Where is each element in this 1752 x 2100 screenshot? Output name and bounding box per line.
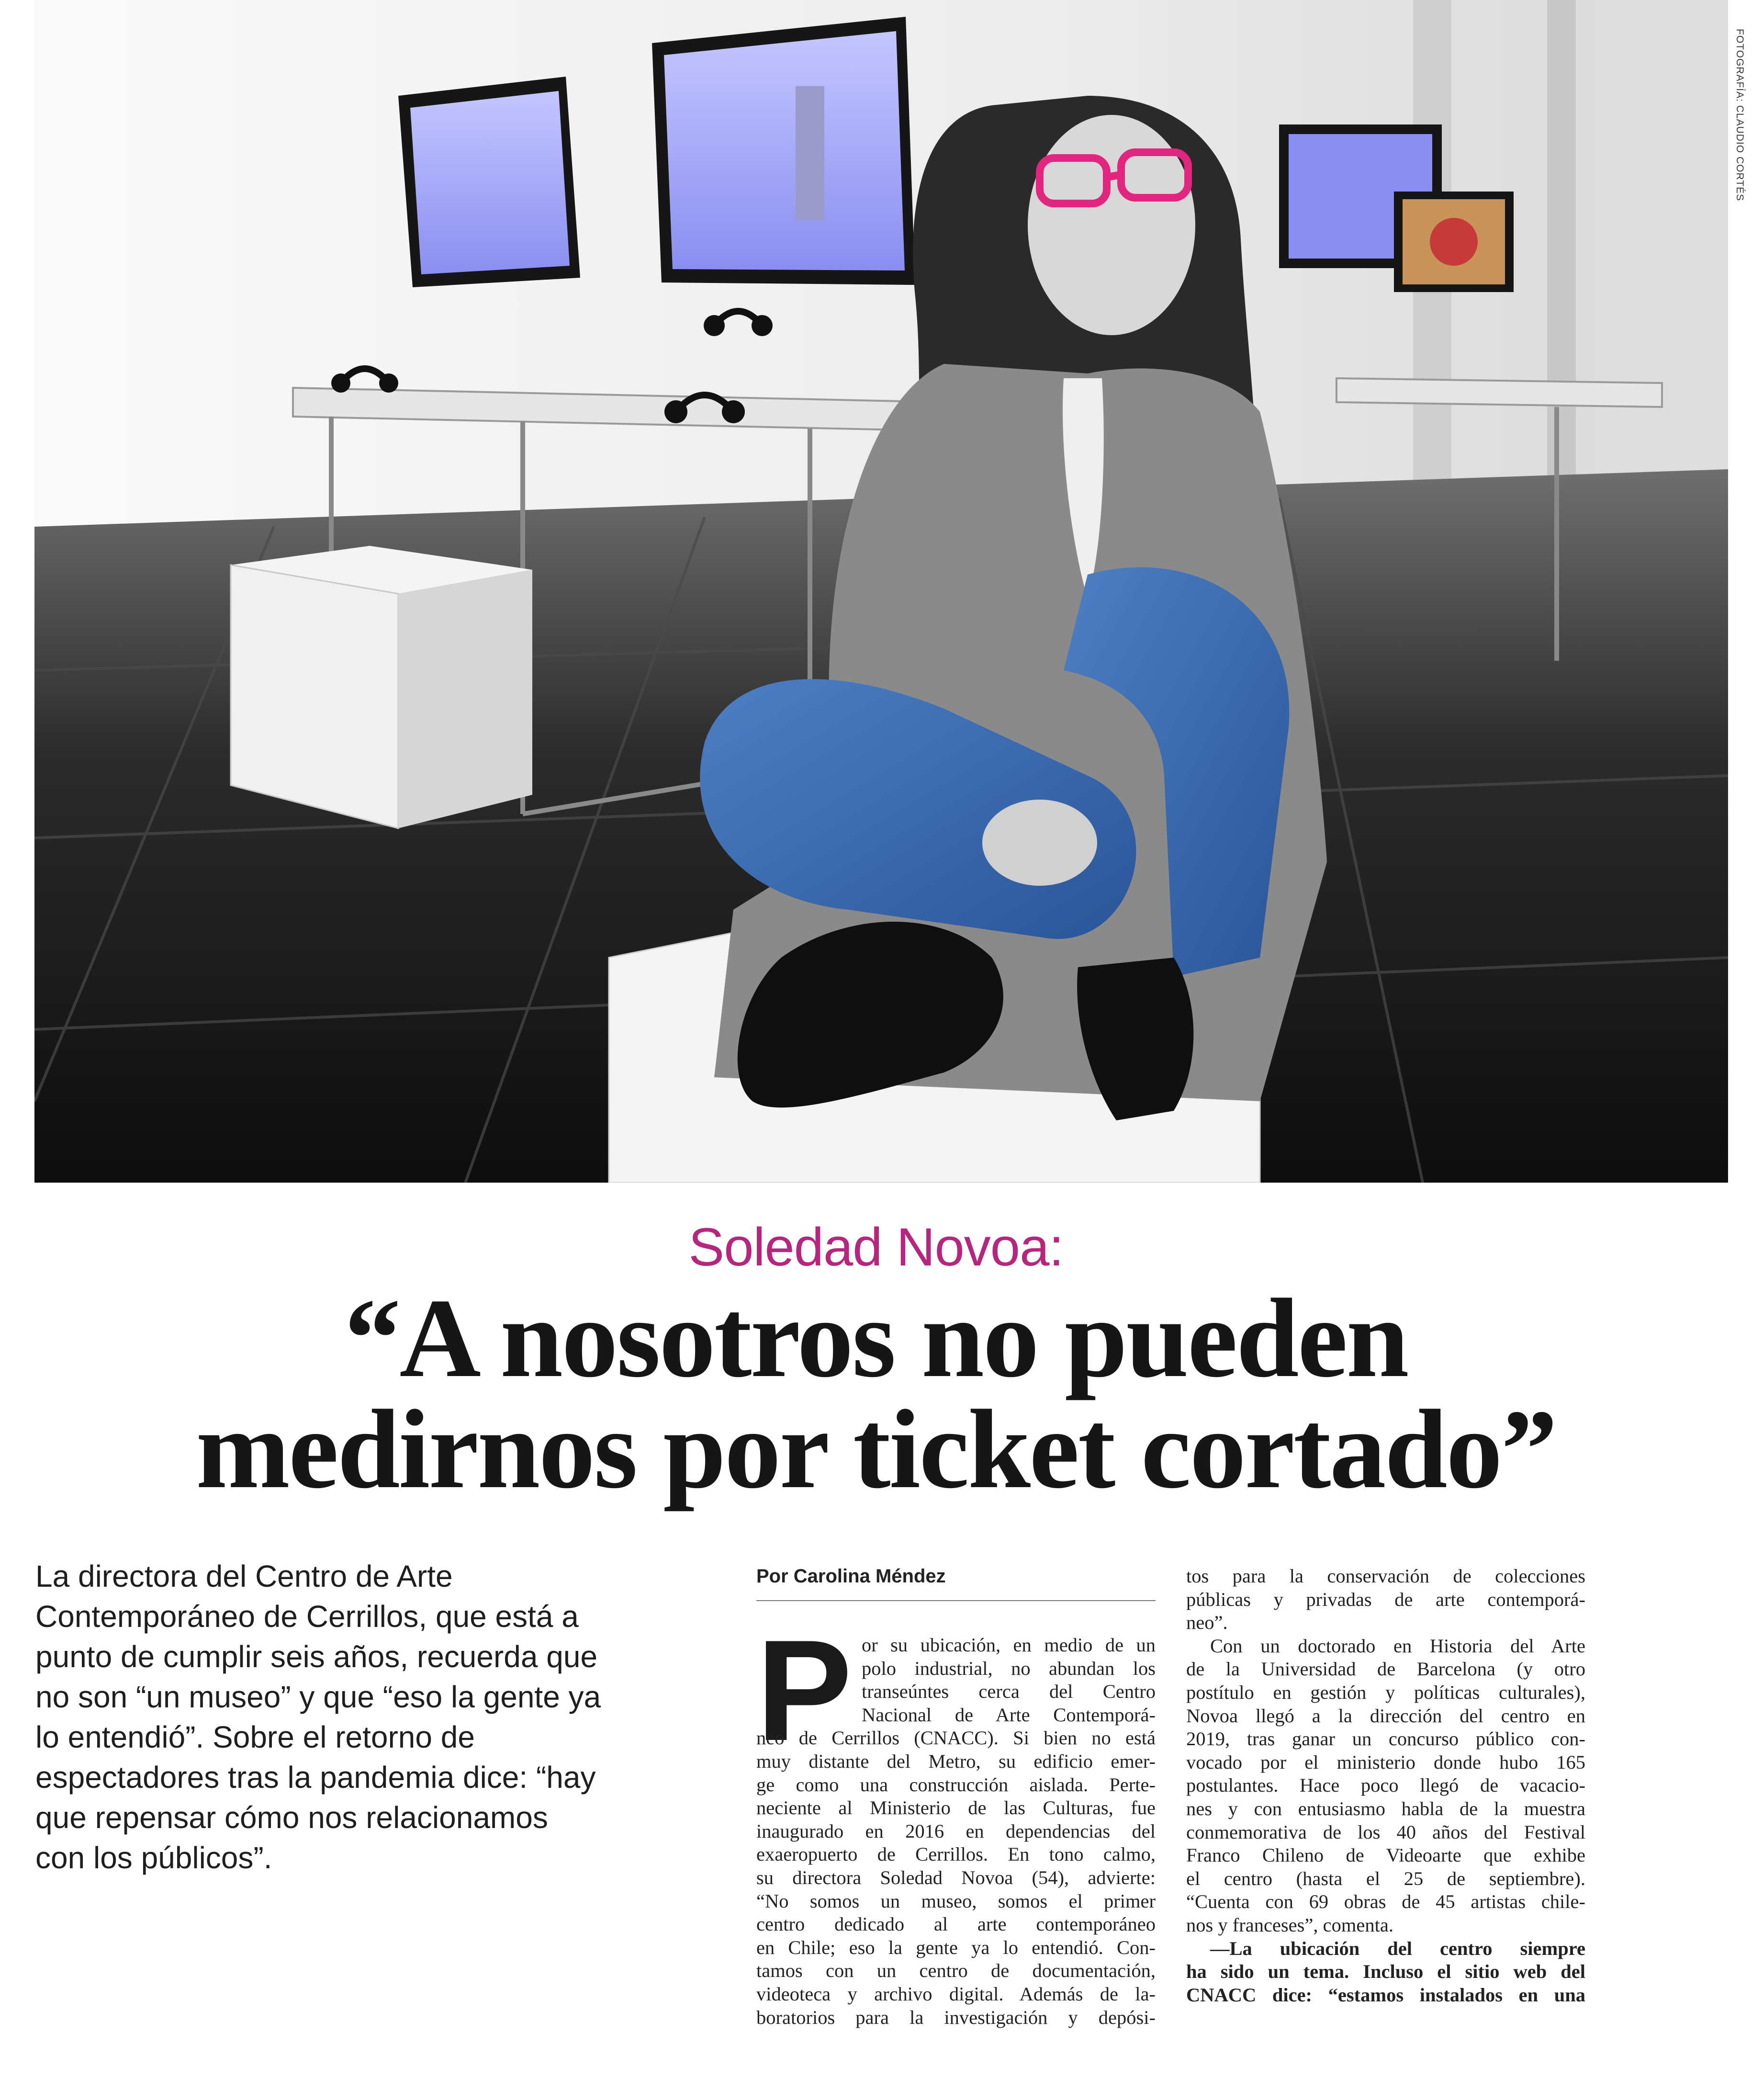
article-question-line: —La ubicación del centro siempre [1210, 1937, 1585, 1959]
hero-photo [34, 0, 1728, 1183]
article-line: or su ubicación, en medio de un [862, 1634, 1156, 1656]
article-line: tamos con un centro de documentación, [756, 1960, 1156, 1982]
article-line: 2019, tras ganar un concurso público con- [1186, 1728, 1585, 1750]
article-line: ge como una construcción aislada. Perte- [756, 1773, 1156, 1795]
article-line: inaugurado en 2016 en dependencias del [756, 1820, 1156, 1842]
article-line: “No somos un museo, somos el primer [756, 1890, 1156, 1912]
photo-illustration [34, 0, 1728, 1183]
article-line: postulantes. Hace poco llegó de vacacio- [1186, 1774, 1585, 1796]
kicker-title: Soledad Novoa: [688, 1217, 1064, 1277]
photo-credit: FOTOGRAFÍA: CLAUDIO CORTÉS [1734, 29, 1745, 202]
lede-line: no son “un museo” y que “eso la gente ya [35, 1680, 601, 1714]
article-line: Con un doctorado en Historia del Arte [1210, 1635, 1585, 1657]
lede-line: punto de cumplir seis años, recuerda que [35, 1639, 598, 1674]
article-line: boratorios para la investigación y depósi- [756, 2006, 1156, 2028]
article-question-line: ha sido un tema. Incluso el sitio web del [1186, 1961, 1585, 1983]
lede-line: que repensar cómo nos relacionamos [35, 1800, 548, 1835]
article-line: nos y franceses”, comenta. [1186, 1914, 1393, 1936]
headline-line-2: medirnos por ticket cortado” [196, 1387, 1556, 1512]
lede-line: lo entendió”. Sobre el retorno de [35, 1720, 475, 1754]
lede-line: espectadores tras la pandemia dice: “hay [35, 1760, 596, 1795]
article-line: postítulo en gestión y políticas culturales), [1186, 1681, 1585, 1703]
article-line: de la Universidad de Barcelona (y otro [1186, 1658, 1585, 1680]
article-line: vocado por el ministerio donde hubo 165 [1186, 1751, 1585, 1773]
article-line: neo de Cerrillos (CNACC). Si bien no está [756, 1727, 1156, 1749]
article-line: centro dedicado al arte contemporáneo [756, 1913, 1156, 1935]
article-column-2 [1186, 1565, 1585, 2007]
article-line: exaeropuerto de Cerrillos. En tono calmo, [756, 1843, 1156, 1865]
lede-paragraph [35, 1556, 715, 1878]
article-line: transeúntes cerca del Centro [862, 1681, 1156, 1703]
article-line: videoteca y archivo digital. Además de la- [756, 1983, 1156, 2005]
article-line: públicas y privadas de arte contemporá- [1186, 1588, 1585, 1610]
article-line: tos para la conservación de colecciones [1186, 1565, 1585, 1587]
lede-line: La directora del Centro de Arte [35, 1559, 453, 1593]
article-line: conmemorativa de los 40 años del Festival [1186, 1821, 1585, 1843]
byline: Por Carolina Méndez [756, 1565, 1156, 1601]
headline [0, 1276, 1752, 1512]
article-line: Nacional de Arte Contemporá- [862, 1704, 1156, 1726]
article-line: neciente al Ministerio de las Culturas, fue [756, 1797, 1156, 1819]
article-line: en Chile; eso la gente ya lo entendió. Con- [756, 1936, 1156, 1958]
article-line: el centro (hasta el 25 de septiembre). [1186, 1867, 1585, 1889]
article-line: su directora Soledad Novoa (54), advierte: [756, 1866, 1156, 1888]
lede-line: con los públicos”. [35, 1840, 272, 1875]
article-line: Novoa llegó a la dirección del centro en [1186, 1705, 1585, 1727]
article-question-line: CNACC dice: “estamos instalados en una [1186, 1984, 1585, 2006]
article-line: Franco Chileno de Videoarte que exhibe [1186, 1844, 1585, 1866]
headline-line-1: “A nosotros no pueden [344, 1276, 1408, 1401]
lede-line: Contemporáneo de Cerrillos, que está a [35, 1599, 579, 1634]
article-line: muy distante del Metro, su edificio emer- [756, 1750, 1156, 1772]
article-line: nes y con entusiasmo habla de la muestra [1186, 1797, 1585, 1819]
article-line: polo industrial, no abundan los [862, 1657, 1156, 1679]
article-column-1 [756, 1610, 1156, 2029]
drop-cap: P [756, 1610, 853, 1771]
article-line: neo”. [1186, 1612, 1228, 1634]
article-line: “Cuenta con 69 obras de 45 artistas chile- [1186, 1891, 1585, 1913]
